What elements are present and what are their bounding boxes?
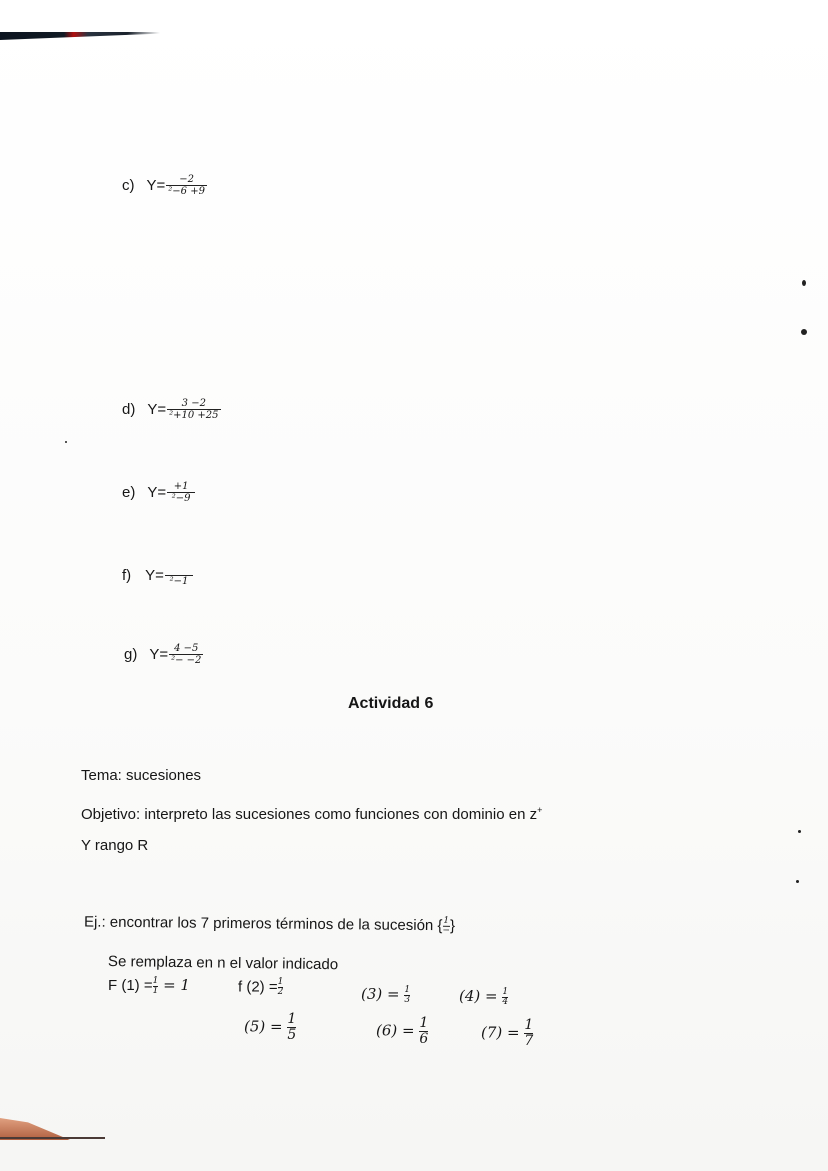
scan-speck (796, 880, 799, 883)
term-numerator: 1 (524, 1017, 534, 1033)
term-denominator: 5 (287, 1027, 297, 1043)
page-edge-shadow-bottom (0, 1137, 105, 1139)
term-prefix: F (1) = (108, 977, 153, 994)
exercise-label: d) (122, 401, 136, 418)
term-6 (376, 1016, 428, 1047)
ejemplo-text: Ej.: encontrar los 7 primeros términos de la sucesión { (83, 913, 443, 935)
scan-speck (798, 830, 801, 833)
term-numerator: 1 (419, 1015, 429, 1031)
page-edge-shadow-top (0, 32, 160, 40)
term-fraction (287, 1012, 296, 1043)
term-prefix: (6) = (376, 1021, 415, 1040)
scan-speck (802, 280, 806, 286)
term-fraction (524, 1018, 533, 1049)
term-suffix: = 1 (158, 976, 190, 994)
term-prefix: f (2) = (238, 978, 278, 996)
fraction (167, 481, 195, 504)
term-numerator: 1 (404, 984, 411, 995)
exercise-g (124, 643, 203, 666)
denominator: ²+10 +25 (169, 410, 219, 421)
activity-ejemplo (84, 913, 455, 936)
term-7 (481, 1018, 533, 1049)
exercise-f (122, 564, 193, 587)
scan-speck (801, 329, 807, 335)
term-denominator: 2 (277, 987, 284, 997)
term-denominator: 3 (404, 994, 411, 1005)
term-fraction (419, 1016, 428, 1047)
fraction (166, 174, 207, 197)
term-denominator: 1 (152, 985, 159, 996)
term-5 (244, 1012, 296, 1043)
activity-instruccion: Se remplaza en n el valor indicado (107, 953, 339, 974)
exercise-label: e) (122, 484, 136, 501)
exercise-lhs: Y= (146, 177, 166, 194)
activity-tema: Tema: sucesiones (81, 767, 202, 784)
numerator: −2 (179, 174, 194, 185)
numerator (177, 564, 181, 575)
term-numerator: 1 (287, 1011, 297, 1027)
numerator: 3 −2 (181, 398, 206, 409)
objetivo-text: Objetivo: interpreto las sucesiones como funciones con dominio en z (81, 806, 538, 823)
term-prefix: (7) = (481, 1023, 520, 1042)
exercise-c (122, 174, 207, 197)
exercise-lhs: Y= (147, 401, 167, 418)
term-numerator: 1 (152, 975, 159, 986)
term-denominator: 4 (502, 996, 509, 1007)
objetivo-superscript: + (537, 805, 543, 815)
denominator: ²−1 (165, 575, 193, 587)
activity-rango: Y rango R (81, 837, 149, 854)
activity-objetivo (81, 805, 542, 823)
denominator: ²−6 +9 (168, 186, 205, 197)
ejemplo-close: } (449, 917, 456, 935)
exercise-d (122, 398, 221, 421)
numerator: +1 (173, 481, 189, 492)
fraction (169, 643, 203, 666)
denominator: ²−9 (167, 492, 195, 504)
term-prefix: (3) = (361, 985, 400, 1003)
term-fraction (278, 978, 284, 997)
term-numerator: 1 (502, 986, 509, 997)
term-fraction (502, 988, 508, 1007)
term-3 (361, 985, 410, 1005)
exercise-label: c) (122, 177, 135, 194)
term-denominator: 6 (419, 1031, 429, 1047)
term-numerator: 1 (277, 977, 284, 987)
term-prefix: (4) = (459, 987, 498, 1005)
sequence-numerator: 1 (443, 915, 450, 926)
exercise-lhs: Y= (145, 567, 164, 584)
exercise-lhs: Y= (149, 646, 169, 663)
term-fraction (404, 986, 410, 1005)
scan-speck (65, 441, 67, 443)
fraction (167, 398, 220, 421)
fraction (165, 564, 193, 587)
exercise-lhs: Y= (147, 484, 167, 501)
numerator: 4 −5 (174, 643, 199, 654)
term-prefix: (5) = (244, 1017, 283, 1036)
term-denominator: 7 (524, 1033, 534, 1049)
denominator: ²− −2 (171, 655, 202, 666)
exercise-e (122, 481, 195, 504)
activity-title: Actividad 6 (348, 695, 434, 712)
exercise-label: g) (124, 646, 138, 663)
term-1 (108, 976, 190, 996)
term-4 (459, 987, 508, 1007)
exercise-label: f) (122, 567, 132, 584)
term-2 (238, 978, 283, 997)
sequence-denominator: − (442, 925, 451, 936)
